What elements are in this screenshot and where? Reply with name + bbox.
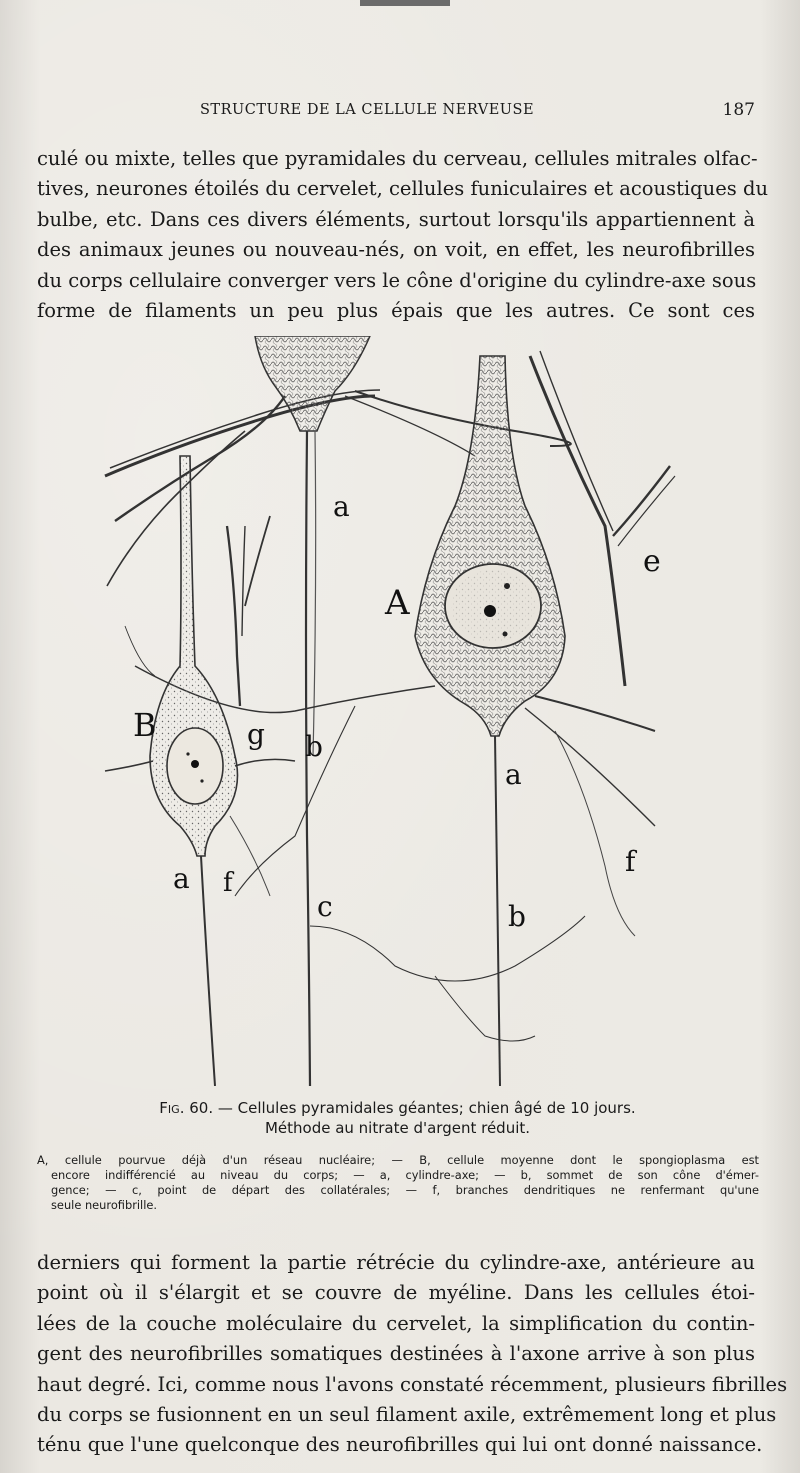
figure-number: Fig. 60. (159, 1099, 214, 1117)
label-cell-B: B (133, 706, 157, 744)
page-number: 187 (722, 100, 755, 120)
text-line: derniers qui forment la partie rétrécie du cylindre-axe, antérieure au (37, 1251, 755, 1274)
text-line: point où il s'élargit et se couvre de myéline. Dans les cellules étoi- (37, 1281, 755, 1305)
label-cell-A: A (385, 583, 410, 623)
text-line: gent des neurofibrilles somatiques destinées à l'axone arrive à son plus (37, 1342, 755, 1366)
label-axon-a-mid: a (505, 758, 522, 791)
label-point-b-upper: b (305, 730, 323, 763)
text-line: bulbe, etc. Dans ces divers éléments, surtout lorsqu'ils appartiennent à (37, 207, 755, 231)
thin-dendrite-pair (227, 516, 270, 706)
text-line: du corps cellulaire converger vers le cône d'origine du cylindre-axe sous (37, 268, 757, 292)
label-spongioplasma-g: g (247, 718, 265, 751)
text-line: lées de la couche moléculaire du cervelet, la simplification du contin- (37, 1311, 755, 1335)
legend-line: gence; — c, point de départ des collatérales; — f, branches dendritiques ne renfermant qu'une (51, 1183, 759, 1197)
legend-line: A, cellule pourvue déjà d'un réseau nucléaire; — B, cellule moyenne dont le spongioplasma est (37, 1153, 759, 1167)
neuron-illustration (95, 336, 685, 1086)
label-dendrite-e: e (643, 544, 661, 579)
label-branch-f-right: f (625, 845, 636, 878)
label-collateral-c: c (317, 890, 333, 923)
cell-B (105, 456, 295, 1086)
text-line: haut degré. Ici, comme nous l'avons constaté récemment, plusieurs fibrilles (37, 1372, 788, 1396)
text-line: du corps se fusionnent en un seul filament axile, extrêmement long et plus (37, 1403, 777, 1427)
text-line: culé ou mixte, telles que pyramidales du cerveau, cellules mitrales olfac- (37, 147, 758, 170)
caption-title: — Cellules pyramidales géantes; chien âgé de 10 jours. (213, 1099, 636, 1117)
figure-legend (37, 1153, 759, 1213)
text-line: des animaux jeunes ou nouveau-nés, on voit, en effet, les neurofibrilles (37, 238, 755, 262)
paragraph-top (37, 144, 769, 326)
scan-edge-mark (360, 0, 450, 6)
paragraph-bottom (37, 1248, 788, 1461)
text-line: ténu que l'une quelconque des neurofibrilles qui lui ont donné naissance. (37, 1433, 763, 1457)
caption-line-1 (40, 1098, 755, 1118)
caption-line-2: Méthode au nitrate d'argent réduit. (264, 1119, 531, 1137)
label-axon-a-left: a (173, 862, 190, 895)
running-title: STRUCTURE DE LA CELLULE NERVEUSE (200, 102, 535, 118)
label-branch-f-left: f (223, 868, 233, 898)
text-line: tives, neurones étoilés du cervelet, cellules funiculaires et acoustiques du (37, 177, 769, 201)
running-header (40, 100, 755, 124)
label-axon-a-top: a (333, 490, 350, 523)
figure-caption (40, 1098, 755, 1138)
label-point-b-lower: b (508, 900, 526, 933)
text-line: forme de filaments un peu plus épais que les autres. Ce sont ces (37, 299, 755, 323)
figure-neurons-drawing (95, 336, 685, 1086)
legend-line: seule neurofibrille. (51, 1198, 158, 1212)
legend-line: encore indifférencié au niveau du corps; — a, cylindre-axe; — b, sommet de son cône d'émer- (51, 1168, 759, 1182)
